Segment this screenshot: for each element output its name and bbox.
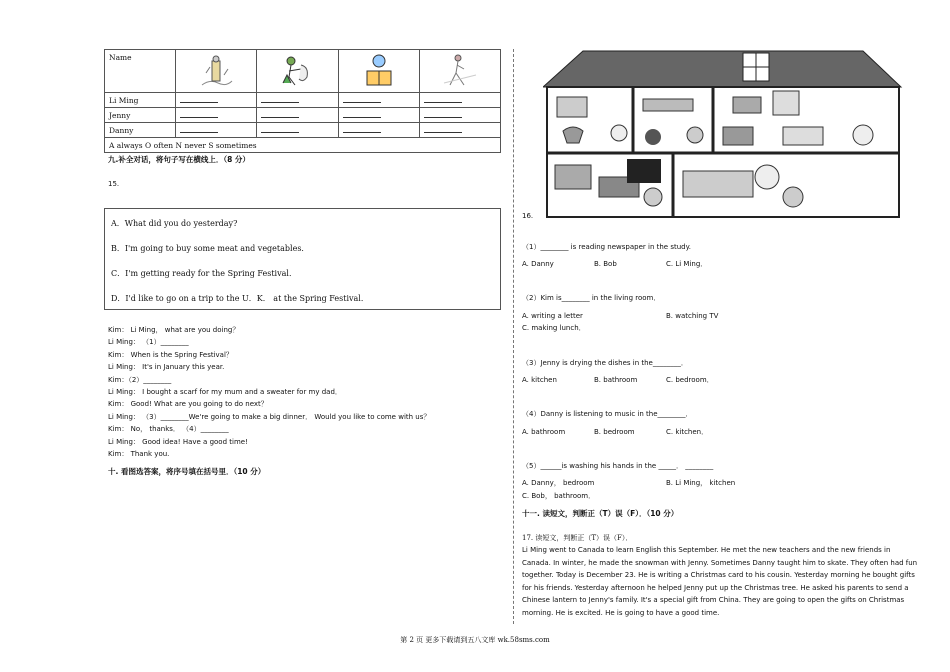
toothbrush-icon [176,50,257,93]
dialogue-line: Kim： No， thanks． （4）________ [108,425,229,434]
option: C. making lunch． [522,324,586,332]
walking-icon [419,50,500,93]
option-d: D．I'd like to go on a trip to the U．K． at the Spring Festival． [111,294,369,303]
option: B. Bob [594,260,617,268]
table-row [105,93,501,108]
passage-intro: 17. 读短文，判断正（T）误（F）． [522,534,633,542]
option: A. Danny， bedroom [522,479,595,487]
question-1: （1）________ is reading newspaper in the study. [522,243,691,251]
question-2: （2）Kim is________ in the living room． [522,294,661,302]
option: B. watching TV [666,312,719,320]
option: B. Li Ming， kitchen [666,479,736,487]
dialogue-line: Kim： Thank you. [108,450,170,459]
row-name: Li Ming [105,93,176,108]
option-b: B．I'm going to buy some meat and vegetables． [111,244,310,253]
dialogue [108,324,430,460]
option: B. bedroom [594,428,635,436]
option: B. bathroom [594,376,638,384]
options-box [104,208,501,310]
dialogue-line: Kim： Good! What are you going to do next？ [108,400,268,409]
dialogue-line: Li Ming： Good idea! Have a good time! [108,437,248,446]
dialogue-line: Li Ming： I bought a scarf for my mum and a sweater for my dad． [108,388,342,397]
dialogue-line: Li Ming： （3）________We're going to make a big dinner． Would you like to come with us？ [108,412,431,421]
section11-title: 十一. 读短文，判断正（T）误（F）．（10 分） [522,509,679,518]
watering-plant-icon [257,50,338,93]
question-number: 16. [522,212,534,220]
option: A. Danny [522,260,554,268]
reading-book-icon [338,50,419,93]
option-a: A．What did you do yesterday? [111,219,238,228]
option: A. kitchen [522,376,557,384]
dialogue-line: Kim： When is the Spring Festival？ [108,350,233,359]
reading-passage: Li Ming went to Canada to learn English this September. He met the new teachers and the new friends in Canada. In winter, he made the snowman with Jenny. Sometimes Danny taught him to skate. They often had fun together. Today is December 23. He is writing a Christmas card to his cousin. Yesterday morning he bought gifts for his friends. Yesterday afternoon he helped Jenny put up the Christmas tree. He asked his parents to send a Chinese lantern to Jenny's family. It's a special gift from China. They are going to open the gifts on Christmas morning. He is excited. He is going to have a good time. [522,546,918,617]
column-divider [513,49,514,624]
dialogue-line: Kim：（2）________ [108,375,172,384]
dialogue-line: Kim： Li Ming， what are you doing？ [108,326,240,334]
question-3: （3）Jenny is drying the dishes in the________． [522,359,688,367]
table-row [105,123,501,138]
table-row [105,108,501,123]
dialogue-line: Li Ming： It's in January this year. [108,363,225,372]
option-c: C．I'm getting ready for the Spring Festival． [111,269,297,278]
question-number: 15. [108,180,120,188]
question-4: （4）Danny is listening to music in the________． [522,410,693,418]
question-5: （5）______is washing his hands in the _____． ________ [522,462,714,470]
option: C. Bob， bathroom． [522,492,596,500]
page-footer: 第 2 页 更多下载请到五八文库 wk.58sms.com [400,636,550,644]
section10-title: 十. 看图选答案，将序号填在括号里．（10 分） [108,467,266,476]
activity-table [104,49,501,153]
table-row [105,138,501,153]
row-name: Jenny [105,108,176,123]
frequency-legend: A always O often N never S sometimes [105,138,501,153]
dialogue-line: Li Ming： （1）________ [108,338,189,347]
option: A. writing a letter [522,312,583,320]
option: C. kitchen． [666,428,709,436]
option: A. bathroom [522,428,566,436]
option: C. Li Ming． [666,260,708,268]
table-header-name: Name [105,50,176,93]
option: C. bedroom． [666,376,714,384]
house-illustration [543,47,903,219]
row-name: Danny [105,123,176,138]
section9-title: 九.补全对话，将句子写在横线上．（8 分） [108,155,250,164]
